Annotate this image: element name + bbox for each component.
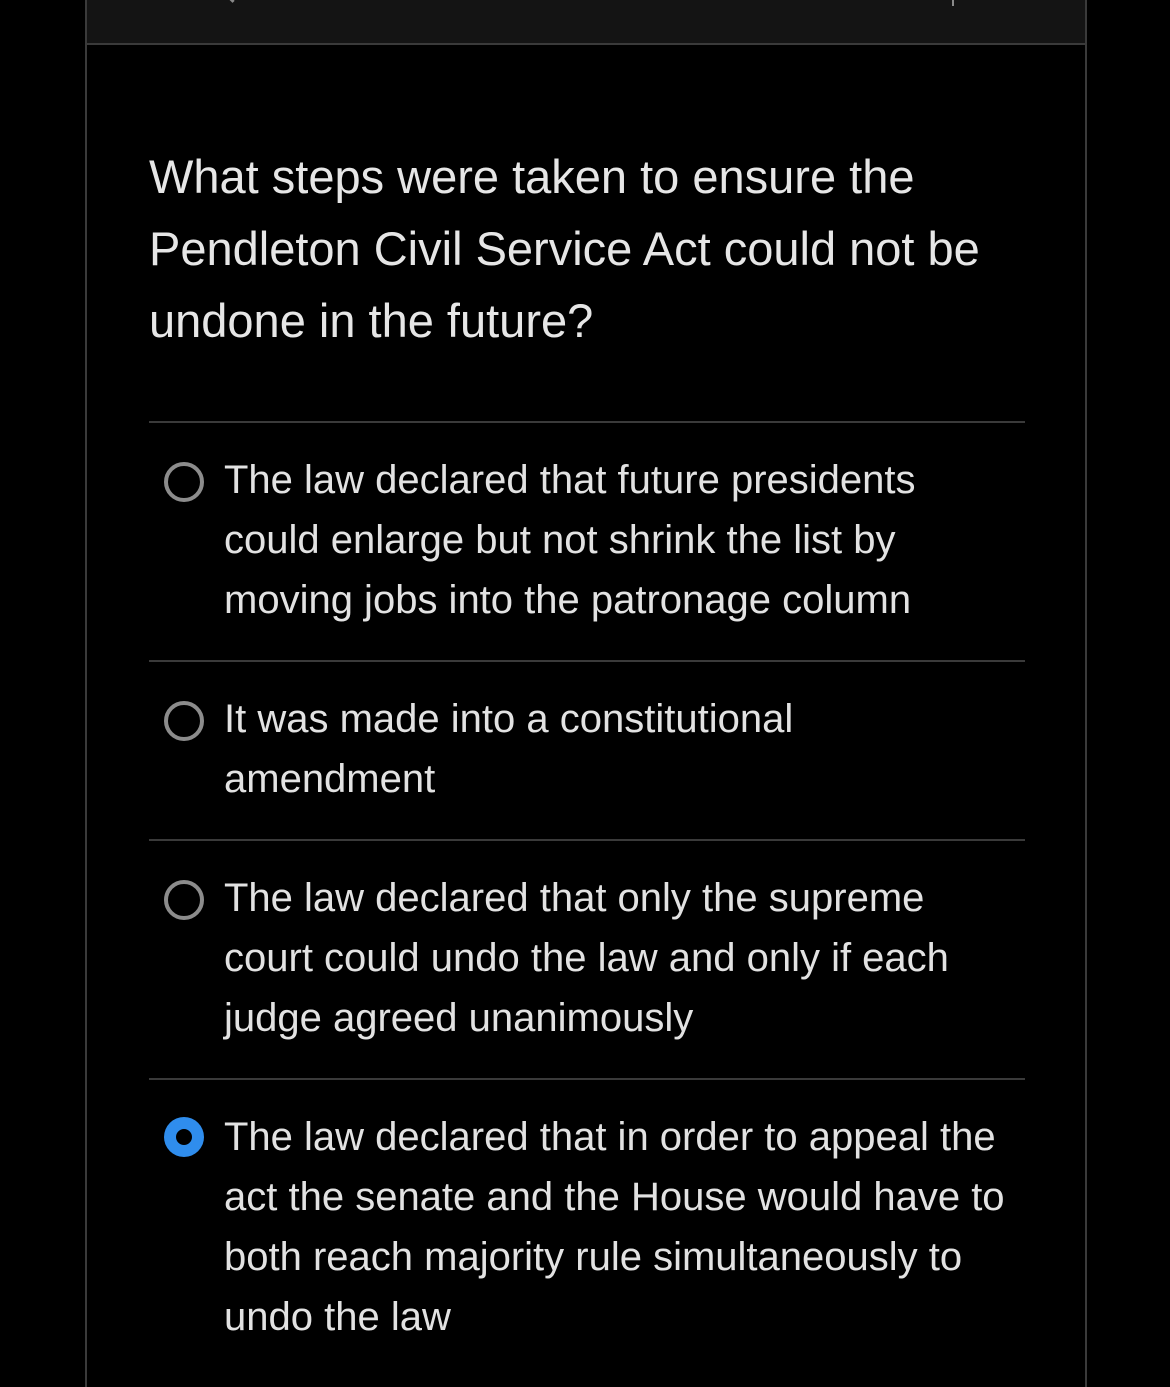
back-chevron-icon[interactable] [219,0,246,3]
top-bar [85,0,1087,45]
answer-option-label: It was made into a constitutional amendment [224,697,794,801]
answer-option-1[interactable] [149,421,1025,660]
answer-option-label: The law declared that only the supreme court could undo the law and only if each judge agreed unanimously [224,876,949,1040]
radio-dot-icon [176,1129,192,1145]
radio-button-unselected-icon[interactable] [164,701,204,741]
answer-option-label: The law declared that future presidents could enlarge but not shrink the list by moving jobs into the patronage column [224,458,916,622]
answer-options [149,421,1025,1377]
radio-button-selected-icon[interactable] [164,1117,204,1157]
radio-button-unselected-icon[interactable] [164,880,204,920]
question-text: What steps were taken to ensure the Pendleton Civil Service Act could not be undone in the future? [149,150,980,347]
answer-option-label: The law declared that in order to appeal the act the senate and the House would have to both reach majority rule simultaneously to undo the law [224,1115,1005,1339]
answer-option-3[interactable] [149,839,1025,1078]
answer-option-2[interactable] [149,660,1025,839]
answer-option-4[interactable] [149,1078,1025,1377]
progress-marker-icon [952,0,954,6]
radio-button-unselected-icon[interactable] [164,462,204,502]
question-panel [85,45,1087,1387]
